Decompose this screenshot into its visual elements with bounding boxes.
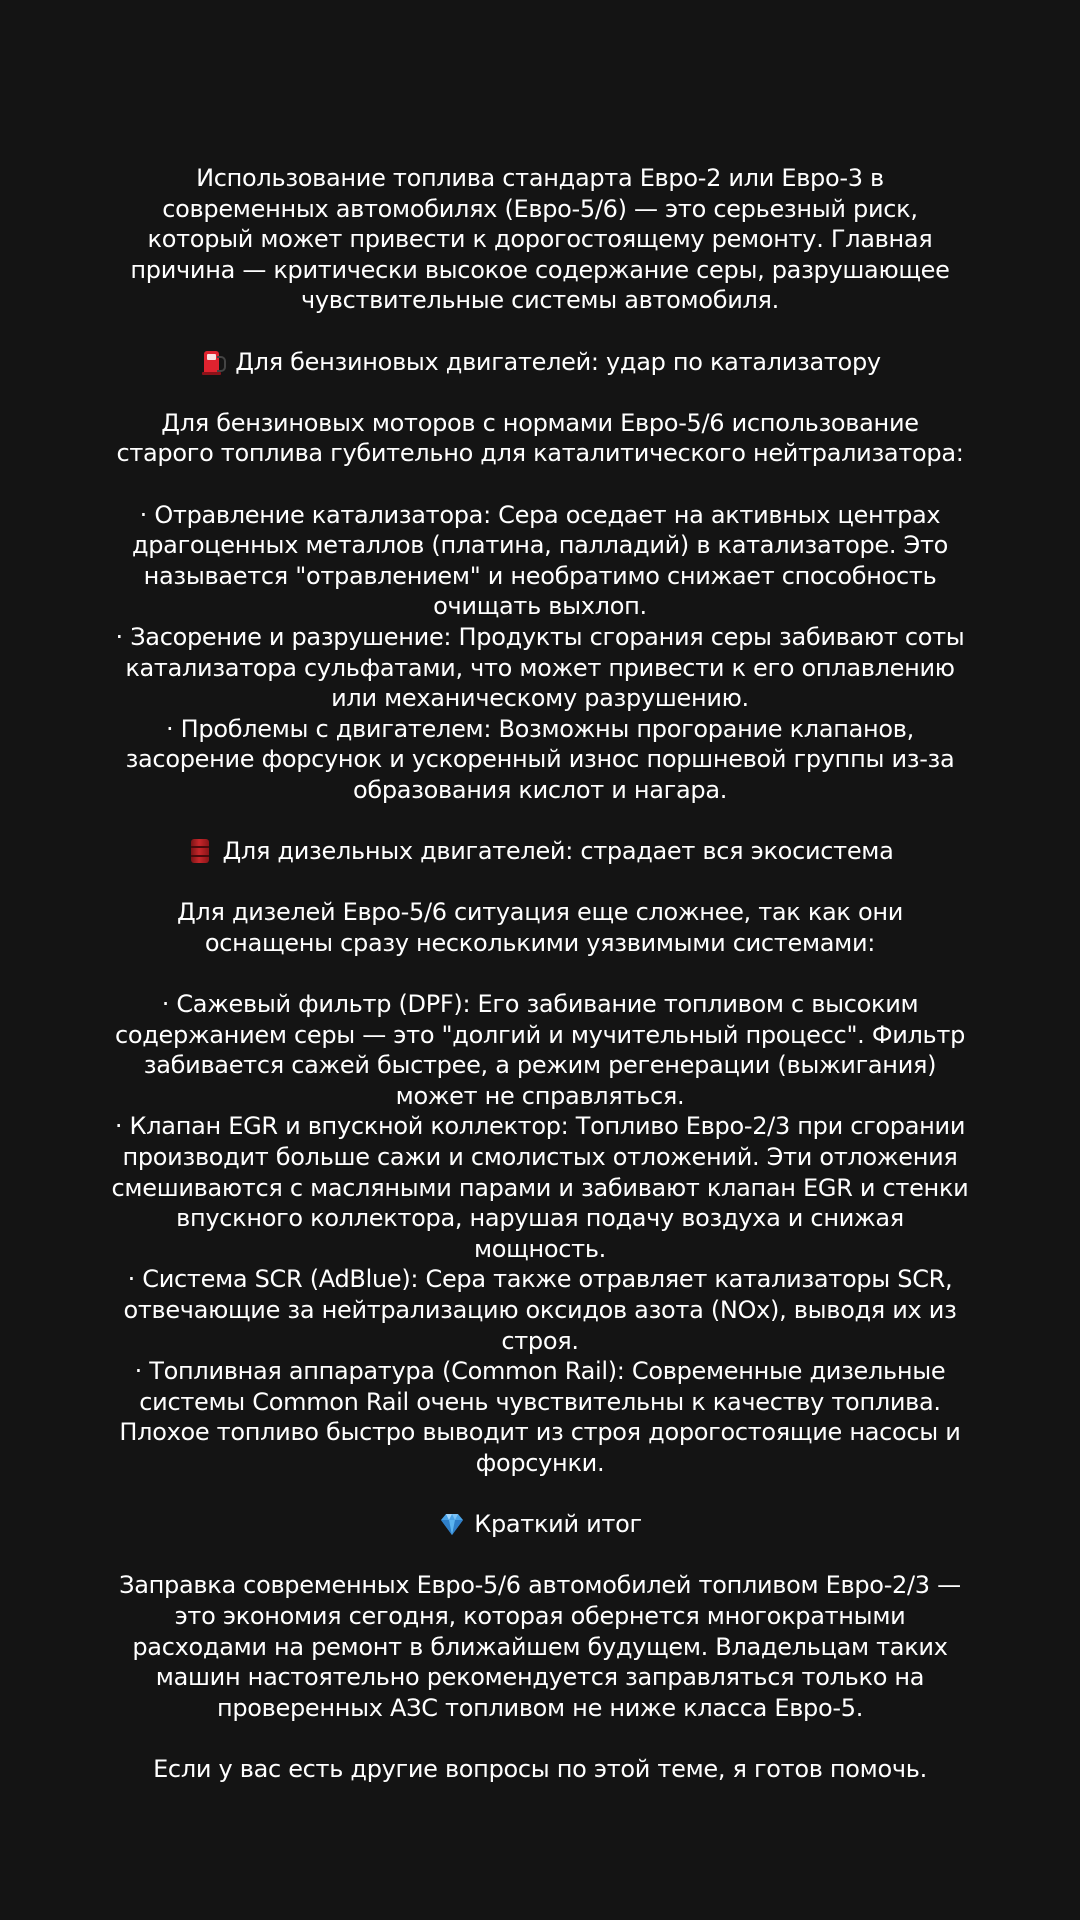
diesel-heading — [100, 836, 980, 867]
spacer — [100, 867, 980, 898]
diesel-bullet-scr: · Система SCR (AdBlue): Сера также отравляет катализаторы SCR, отвечающие за нейтрализацию оксидов азота (NOx), выводя их из строя. — [123, 1265, 957, 1355]
diesel-heading-text: Для дизельных двигателей: страдает вся экосистема — [222, 837, 894, 866]
spacer — [100, 377, 980, 408]
petrol-lead: Для бензиновых моторов с нормами Евро-5/6 использование старого топлива губительно для каталитического нейтрализатора: — [116, 408, 964, 468]
spacer — [100, 469, 980, 500]
spacer — [100, 1723, 980, 1754]
petrol-bullet-clogging: · Засорение и разрушение: Продукты сгорания серы забивают соты катализатора сульфатами, что может привести к его оплавлению или механическому разрушению. — [115, 622, 965, 713]
spacer — [100, 805, 980, 836]
closing-line: Если у вас есть другие вопросы по этой теме, я готов помочь. — [153, 1754, 927, 1783]
diesel-bullet-dpf: · Сажевый фильтр (DPF): Его забивание топливом с высоким содержанием серы — это "долгий и мучительный процесс". Фильтр забивается сажей быстрее, а режим регенерации (выжигания) может не справляться. — [114, 990, 965, 1110]
summary-heading — [100, 1509, 980, 1540]
petrol-bullet-engine: · Проблемы с двигателем: Возможны прогорание клапанов, засорение форсунок и ускоренный износ поршневой группы из-за образования кислот и нагара. — [125, 714, 955, 804]
petrol-heading — [100, 347, 980, 378]
diesel-bullet-common-rail: · Топливная аппаратура (Common Rail): Современные дизельные системы Common Rail очень чувствительны к качеству топлива. Плохое топливо быстро выводит из строя дорогостоящие насосы и форсунки. — [119, 1357, 961, 1477]
spacer — [100, 1540, 980, 1571]
diesel-bullet-egr: · Клапан EGR и впускной коллектор: Топливо Евро-2/3 при сгорании производит больше сажи и смолистых отложений. Эти отложения смешиваются с масляными парами и забивают клапан EGR и стенки впускного коллектора, нарушая подачу воздуха и снижая мощность. — [111, 1112, 969, 1263]
oil-drum-icon — [186, 837, 214, 865]
petrol-bullet-poisoning: · Отравление катализатора: Сера оседает на активных центрах драгоценных металлов (платина, палладий) в катализаторе. Это называется "отравлением" и необратимо снижает способность очищать выхлоп. — [131, 500, 949, 621]
diesel-lead: Для дизелей Евро-5/6 ситуация еще сложнее, так как они оснащены сразу несколькими уязвимыми системами: — [176, 898, 904, 957]
spacer — [100, 316, 980, 347]
spacer — [100, 958, 980, 989]
fuel-pump-icon — [199, 348, 227, 376]
summary-heading-text: Краткий итог — [474, 1510, 642, 1539]
petrol-heading-text: Для бензиновых двигателей: удар по катализатору — [235, 347, 881, 376]
summary-paragraph: Заправка современных Евро-5/6 автомобилей топливом Евро-2/3 — это экономия сегодня, которая обернется многократными расходами на ремонт в ближайшем будущем. Владельцам таких машин настоятельно рекомендуется заправляться только на проверенных АЗС топливом не ниже класса Евро-5. — [119, 1571, 961, 1722]
intro-paragraph: Использование топлива стандарта Евро-2 или Евро-3 в современных автомобилях (Евро-5/6) — это серьезный риск, который может привести к дорогостоящему ремонту. Главная причина — критически высокое содержание серы, разрушающее чувствительные системы автомобиля. — [130, 164, 950, 315]
spacer — [100, 1479, 980, 1510]
article-text — [100, 163, 980, 1784]
gem-icon — [438, 1510, 466, 1538]
